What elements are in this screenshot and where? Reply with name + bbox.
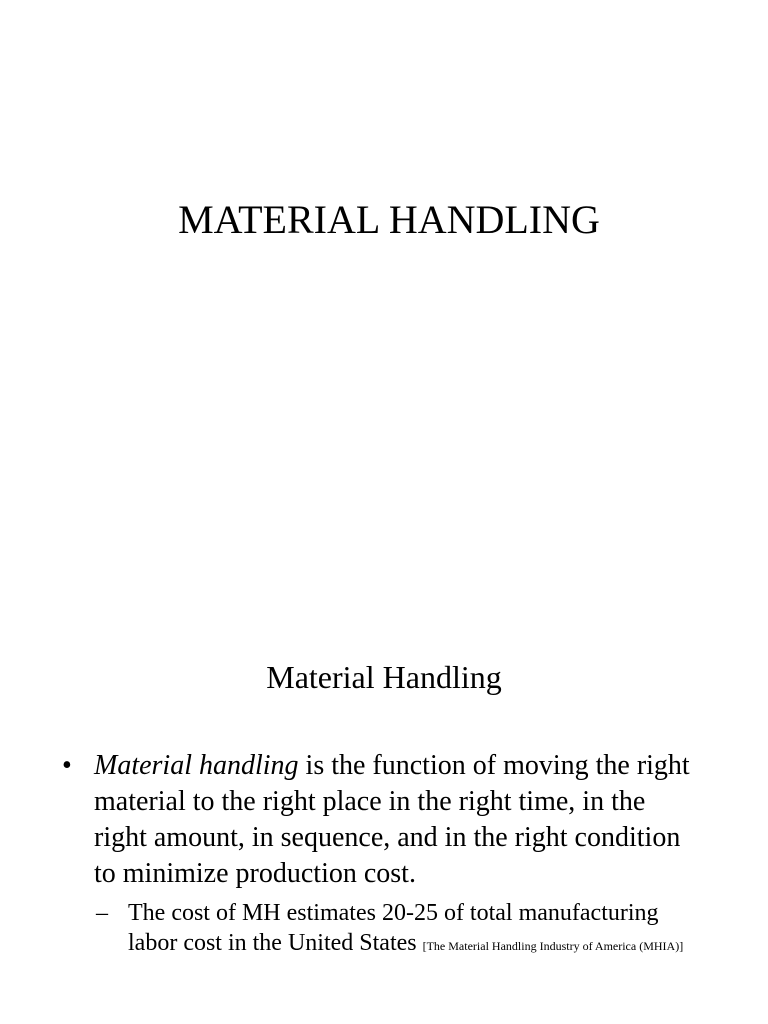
sub-bullet-item — [96, 898, 702, 958]
bullet-marker: • — [62, 750, 72, 781]
sub-bullet-marker: – — [96, 900, 108, 926]
bullet-text: is the function of moving the right material to the right place in the right time, in the right amount, in sequence, and in the right condition to minimize production cost. — [94, 750, 690, 889]
slide-heading: Material Handling — [266, 659, 502, 695]
bullet-list — [62, 748, 702, 958]
citation-text: [The Material Handling Industry of America (MHIA)] — [422, 939, 684, 953]
bullet-item — [62, 748, 702, 892]
slide-title-main: MATERIAL HANDLING — [178, 197, 600, 242]
bullet-term: Material handling — [94, 750, 299, 781]
content-slide — [0, 512, 768, 1024]
sub-bullet-text: The cost of MH estimates 20-25 of total manufacturing labor cost in the United States — [128, 900, 659, 956]
